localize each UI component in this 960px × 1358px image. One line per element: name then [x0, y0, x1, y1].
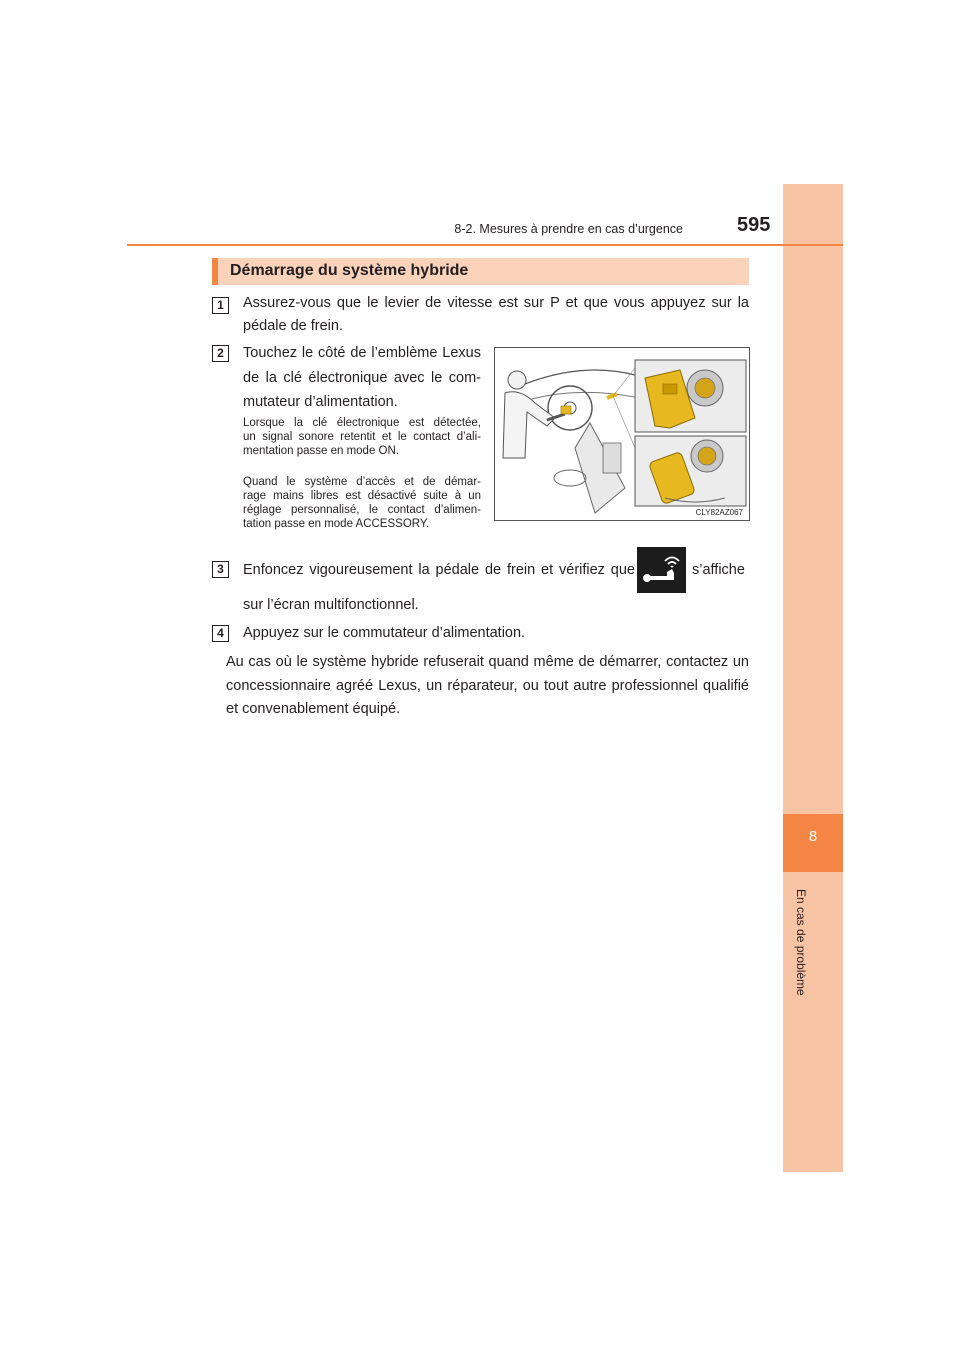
step-number-3: 3 — [212, 561, 229, 578]
step-4-text: Appuyez sur le commutateur d’alimentation. — [243, 625, 526, 641]
chapter-label: En cas de problème — [794, 888, 808, 996]
step-2-note-2: Quand le système d’accès et de démar- rage mains libres est désactivé suite à un réglage personnalisé, le contact d’alimen- tation passe en mode ACCESSORY. — [243, 476, 481, 530]
page-number: 595 — [737, 214, 771, 236]
car-interior-key-touch-illustration — [494, 347, 750, 521]
step-number-4: 4 — [212, 625, 229, 642]
step-number-2: 2 — [212, 345, 229, 362]
step-3-line2: sur l’écran multifonctionnel. — [243, 597, 419, 613]
running-header: 8-2. Mesures à prendre en cas d’urgence — [454, 222, 683, 236]
header-rule — [127, 244, 843, 246]
step-2-note-1: Lorsque la clé électronique est détectée, un signal sonore retentit et le contact d’ali- mentation passe en mode ON. — [243, 417, 481, 457]
step-3-line1a: Enfoncez vigoureusement la pédale de frein et vérifiez que — [243, 562, 635, 578]
chapter-number: 8 — [808, 828, 818, 845]
section-title: Démarrage du système hybride — [230, 262, 469, 279]
illustration-caption: CLY82AZ067 — [695, 508, 743, 517]
illustration-drawing — [495, 348, 749, 520]
step-3-line1b: s’affiche — [692, 562, 745, 578]
ready-key-indicator-icon — [637, 547, 686, 593]
chapter-side-tab — [783, 184, 843, 1172]
step-1-text: Assurez-vous que le levier de vitesse est sur P et que vous appuyez sur la pédale de frein. — [243, 295, 749, 334]
step-2-text: Touchez le côté de l’emblème Lexus de la clé électronique avec le com- mutateur d’alimentation. — [243, 345, 481, 410]
closing-paragraph: Au cas où le système hybride refuserait quand même de démarrer, contactez un concessionnaire agréé Lexus, un réparateur, ou tout autre professionnel qualifié et convenablement équipé. — [226, 654, 749, 717]
step-number-1: 1 — [212, 297, 229, 314]
section-heading-bar — [212, 258, 749, 285]
